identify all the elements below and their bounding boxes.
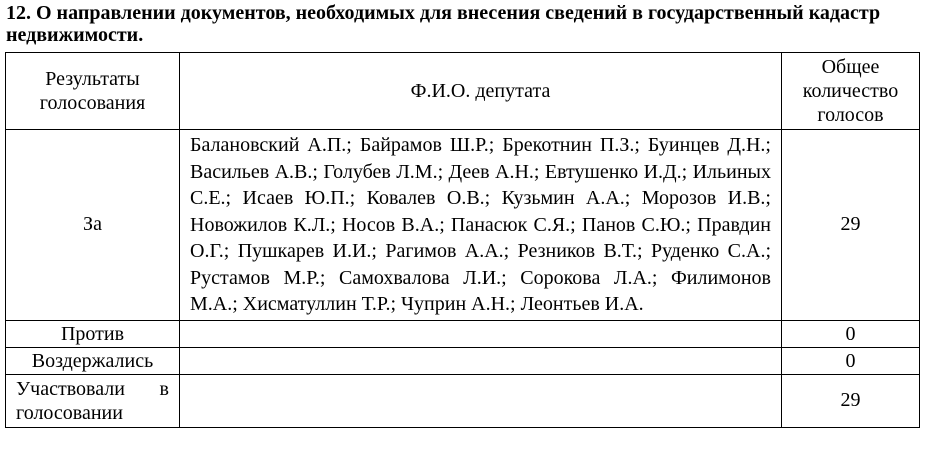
- table-row-against: [6, 320, 920, 347]
- result-participated-line2: голосовании: [16, 401, 123, 424]
- header-vote-count: Общее количество голосов: [782, 53, 920, 130]
- count-for: 29: [782, 130, 920, 321]
- table-row-for: [6, 130, 920, 321]
- table-row-participated: [6, 374, 920, 427]
- count-abstained: 0: [782, 347, 920, 374]
- table-header-row: [6, 53, 920, 130]
- count-participated: 29: [782, 374, 920, 427]
- result-participated: [6, 374, 180, 427]
- deputies-abstained-list: [180, 347, 782, 374]
- count-against: 0: [782, 320, 920, 347]
- deputies-against-list: [180, 320, 782, 347]
- deputies-for-list: Балановский А.П.; Байрамов Ш.Р.; Брекотнин П.З.; Буинцев Д.Н.; Васильев А.В.; Голубев Л.М.; Деев А.Н.; Евтушенко И.Д.; Ильиных С.Е.; Исаев Ю.П.; Ковалев О.В.; Кузьмин А.А.; Морозов И.В.; Новожилов К.Л.; Носов В.А.; Панасюк С.Я.; Панов С.Ю.; Правдин О.Г.; Пушкарев И.И.; Рагимов А.А.; Резников В.Т.; Руденко С.А.; Рустамов М.Р.; Самохвалова Л.И.; Сорокова Л.А.; Филимонов М.А.; Хисматуллин Т.Р.; Чуприн А.Н.; Леонтьев И.А.: [180, 130, 782, 321]
- table-row-abstained: [6, 347, 920, 374]
- section-title: 12. О направлении документов, необходимых для внесения сведений в государственный кадастр недвижимости.: [6, 2, 881, 46]
- result-against: Против: [6, 320, 180, 347]
- result-abstained: Воздержались: [6, 347, 180, 374]
- header-results: Результаты голосования: [6, 53, 180, 130]
- deputies-participated-list: [180, 374, 782, 427]
- result-for: За: [6, 130, 180, 321]
- header-deputy-name: Ф.И.О. депутата: [180, 53, 782, 130]
- result-participated-line1: Участвовали в: [16, 377, 169, 400]
- voting-results-table: [5, 52, 920, 428]
